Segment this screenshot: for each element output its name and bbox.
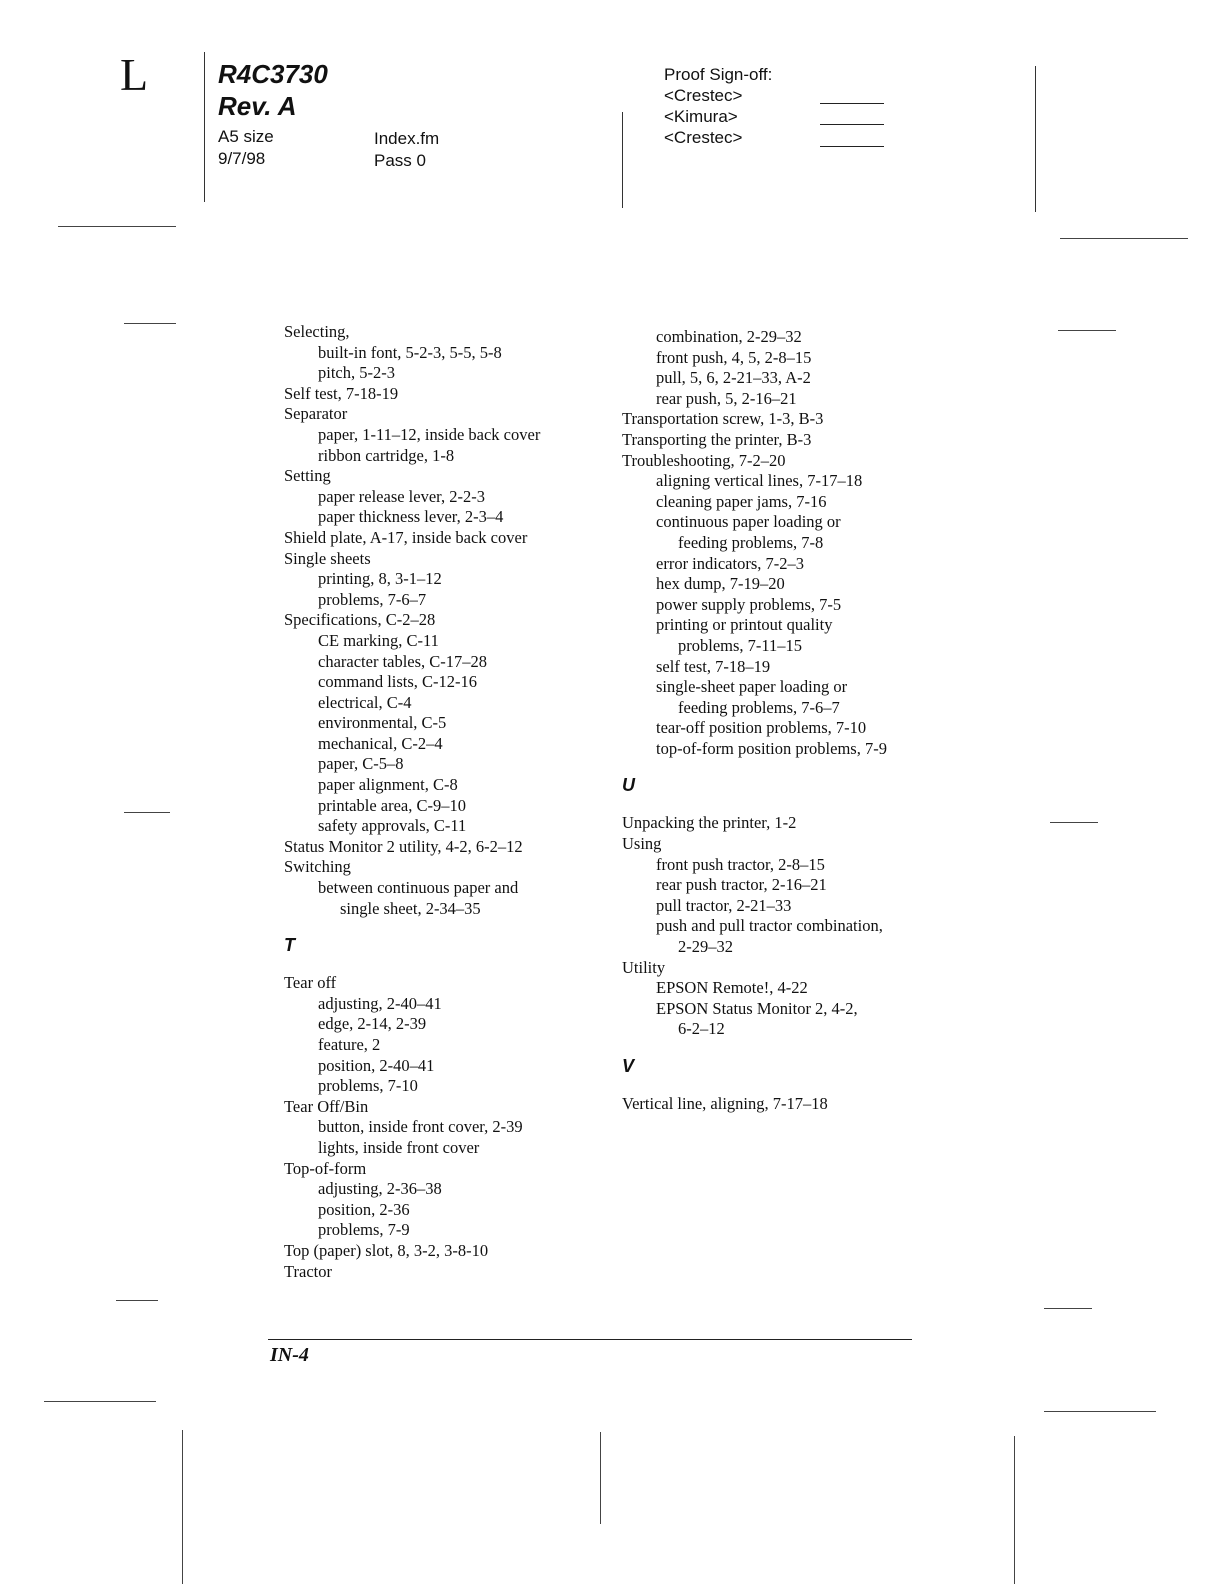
- index-column-right: [622, 327, 982, 1115]
- crop-mark: [1044, 1308, 1092, 1309]
- document-code: R4C3730: [218, 59, 328, 89]
- index-subentry: adjusting, 2-36–38: [318, 1179, 442, 1199]
- index-subentry: single sheet, 2-34–35: [340, 898, 481, 918]
- index-subentry: top-of-form position problems, 7-9: [656, 738, 887, 758]
- index-entry: Unpacking the printer, 1-2: [622, 813, 797, 833]
- crop-mark: [124, 812, 170, 813]
- index-entry: Transportation screw, 1-3, B-3: [622, 409, 824, 429]
- file-pass-block: [374, 128, 439, 172]
- index-entry: Vertical line, aligning, 7-17–18: [622, 1094, 828, 1113]
- index-entry: Status Monitor 2 utility, 4-2, 6-2–12: [284, 836, 523, 856]
- index-subentry: EPSON Status Monitor 2, 4-2,: [656, 998, 858, 1018]
- index-subentry: continuous paper loading or: [656, 512, 841, 532]
- crop-mark: [1060, 238, 1188, 239]
- proof-name: <Crestec>: [664, 86, 743, 105]
- index-subentry: character tables, C-17–28: [318, 651, 488, 671]
- index-subentry: problems, 7-6–7: [318, 589, 427, 609]
- size-date-block: [218, 126, 274, 170]
- index-subentry: self test, 7-18–19: [656, 656, 771, 676]
- index-entry: Using: [622, 834, 662, 854]
- index-subentry: lights, inside front cover: [318, 1137, 480, 1157]
- page-number: IN-4: [270, 1344, 309, 1366]
- index-subentry: feeding problems, 7-8: [678, 532, 824, 552]
- crop-mark: [44, 1401, 156, 1402]
- index-column-left: [284, 322, 644, 1282]
- index-subentry: paper thickness lever, 2-3–4: [318, 507, 504, 527]
- index-subentry: rear push tractor, 2-16–21: [656, 875, 827, 895]
- index-subentry: cleaning paper jams, 7-16: [656, 491, 827, 511]
- index-entry: Tear Off/Bin: [284, 1096, 369, 1116]
- index-entry: Troubleshooting, 7-2–20: [622, 450, 786, 470]
- index-subentry: CE marking, C-11: [318, 630, 439, 650]
- crop-mark: [124, 323, 176, 324]
- index-entry: Switching: [284, 857, 351, 877]
- file-name: Index.fm: [374, 129, 440, 148]
- index-subentry: printing or printout quality: [656, 615, 833, 635]
- index-subentry: rear push, 5, 2-16–21: [656, 388, 797, 408]
- index-entry: Transporting the printer, B-3: [622, 429, 812, 449]
- index-entry: Selecting,: [284, 322, 350, 341]
- crop-mark: [1058, 330, 1116, 331]
- index-entry: Separator: [284, 404, 348, 424]
- index-subentry: aligning vertical lines, 7-17–18: [656, 471, 863, 491]
- document-code-block: [218, 58, 328, 122]
- pass-number: Pass 0: [374, 151, 426, 170]
- crop-mark-vertical: [182, 1430, 183, 1584]
- index-subentry: button, inside front cover, 2-39: [318, 1117, 523, 1137]
- index-subentry: environmental, C-5: [318, 713, 447, 733]
- index-subentry: feeding problems, 7-6–7: [678, 697, 840, 717]
- crop-mark-vertical: [600, 1432, 601, 1524]
- index-entry: Self test, 7-18-19: [284, 383, 399, 403]
- index-subentry: pitch, 5-2-3: [318, 363, 395, 383]
- signature-line: [820, 103, 884, 104]
- index-subentry: problems, 7-11–15: [678, 635, 803, 655]
- crop-mark: [1044, 1411, 1156, 1412]
- index-subentry: feature, 2: [318, 1035, 381, 1054]
- page-size: A5 size: [218, 127, 274, 146]
- index-subentry: combination, 2-29–32: [656, 327, 802, 346]
- proof-name: <Kimura>: [664, 107, 738, 126]
- index-subentry: paper, C-5–8: [318, 754, 404, 774]
- index-entry: Setting: [284, 466, 331, 486]
- index-subentry: single-sheet paper loading or: [656, 677, 848, 697]
- crop-mark: [58, 226, 176, 227]
- index-subentry: electrical, C-4: [318, 692, 412, 712]
- index-subentry: push and pull tractor combination,: [656, 916, 883, 936]
- index-subentry: tear-off position problems, 7-10: [656, 718, 867, 738]
- index-section-letter: U: [622, 775, 635, 796]
- signature-line: [820, 146, 884, 147]
- index-subentry: paper, 1-11–12, inside back cover: [318, 424, 541, 444]
- signature-line: [820, 124, 884, 125]
- index-subentry: problems, 7-9: [318, 1220, 410, 1240]
- header-divider-center: [622, 112, 623, 208]
- proof-signoff: [664, 64, 772, 148]
- index-subentry: hex dump, 7-19–20: [656, 574, 785, 594]
- index-subentry: 6-2–12: [678, 1019, 725, 1039]
- proof-title: Proof Sign-off:: [664, 65, 773, 84]
- index-subentry: mechanical, C-2–4: [318, 733, 443, 753]
- proof-name: <Crestec>: [664, 128, 743, 147]
- index-subentry: error indicators, 7-2–3: [656, 553, 804, 573]
- index-subentry: power supply problems, 7-5: [656, 594, 842, 614]
- index-subentry: paper alignment, C-8: [318, 775, 458, 795]
- index-subentry: problems, 7-10: [318, 1076, 418, 1096]
- index-subentry: front push tractor, 2-8–15: [656, 854, 825, 874]
- crop-mark: [1050, 822, 1098, 823]
- footer-rule: [268, 1339, 912, 1340]
- index-subentry: adjusting, 2-40–41: [318, 993, 442, 1013]
- index-subentry: paper release lever, 2-2-3: [318, 486, 485, 506]
- index-subentry: built-in font, 5-2-3, 5-5, 5-8: [318, 342, 502, 362]
- index-subentry: printing, 8, 3-1–12: [318, 569, 442, 589]
- corner-mark-letter: L: [120, 49, 149, 100]
- header-divider-left: [204, 52, 205, 202]
- index-subentry: position, 2-40–41: [318, 1055, 435, 1075]
- index-subentry: between continuous paper and: [318, 878, 519, 898]
- index-entry: Single sheets: [284, 548, 371, 568]
- index-entry: Top (paper) slot, 8, 3-2, 3-8-10: [284, 1240, 489, 1260]
- index-subentry: front push, 4, 5, 2-8–15: [656, 347, 812, 367]
- index-subentry: position, 2-36: [318, 1199, 410, 1219]
- header-divider-right: [1035, 66, 1036, 212]
- crop-mark: [116, 1300, 158, 1301]
- document-revision: Rev. A: [218, 91, 297, 121]
- index-entry: Shield plate, A-17, inside back cover: [284, 527, 528, 547]
- index-subentry: pull, 5, 6, 2-21–33, A-2: [656, 368, 811, 388]
- crop-mark-vertical: [1014, 1436, 1015, 1584]
- index-section-letter: V: [622, 1056, 635, 1076]
- index-entry: Tear off: [284, 973, 337, 993]
- index-entry: Specifications, C-2–28: [284, 610, 436, 630]
- document-date: 9/7/98: [218, 149, 266, 168]
- index-section-letter: T: [284, 935, 295, 956]
- index-entry: Top-of-form: [284, 1158, 367, 1178]
- index-subentry: pull tractor, 2-21–33: [656, 895, 792, 915]
- index-subentry: ribbon cartridge, 1-8: [318, 445, 455, 465]
- index-subentry: 2-29–32: [678, 937, 733, 957]
- index-subentry: command lists, C-12-16: [318, 672, 478, 692]
- index-subentry: safety approvals, C-11: [318, 816, 467, 836]
- index-entry: Tractor: [284, 1261, 332, 1281]
- index-subentry: EPSON Remote!, 4-22: [656, 978, 808, 998]
- index-subentry: printable area, C-9–10: [318, 795, 466, 815]
- index-entry: Utility: [622, 957, 666, 977]
- index-subentry: edge, 2-14, 2-39: [318, 1014, 427, 1034]
